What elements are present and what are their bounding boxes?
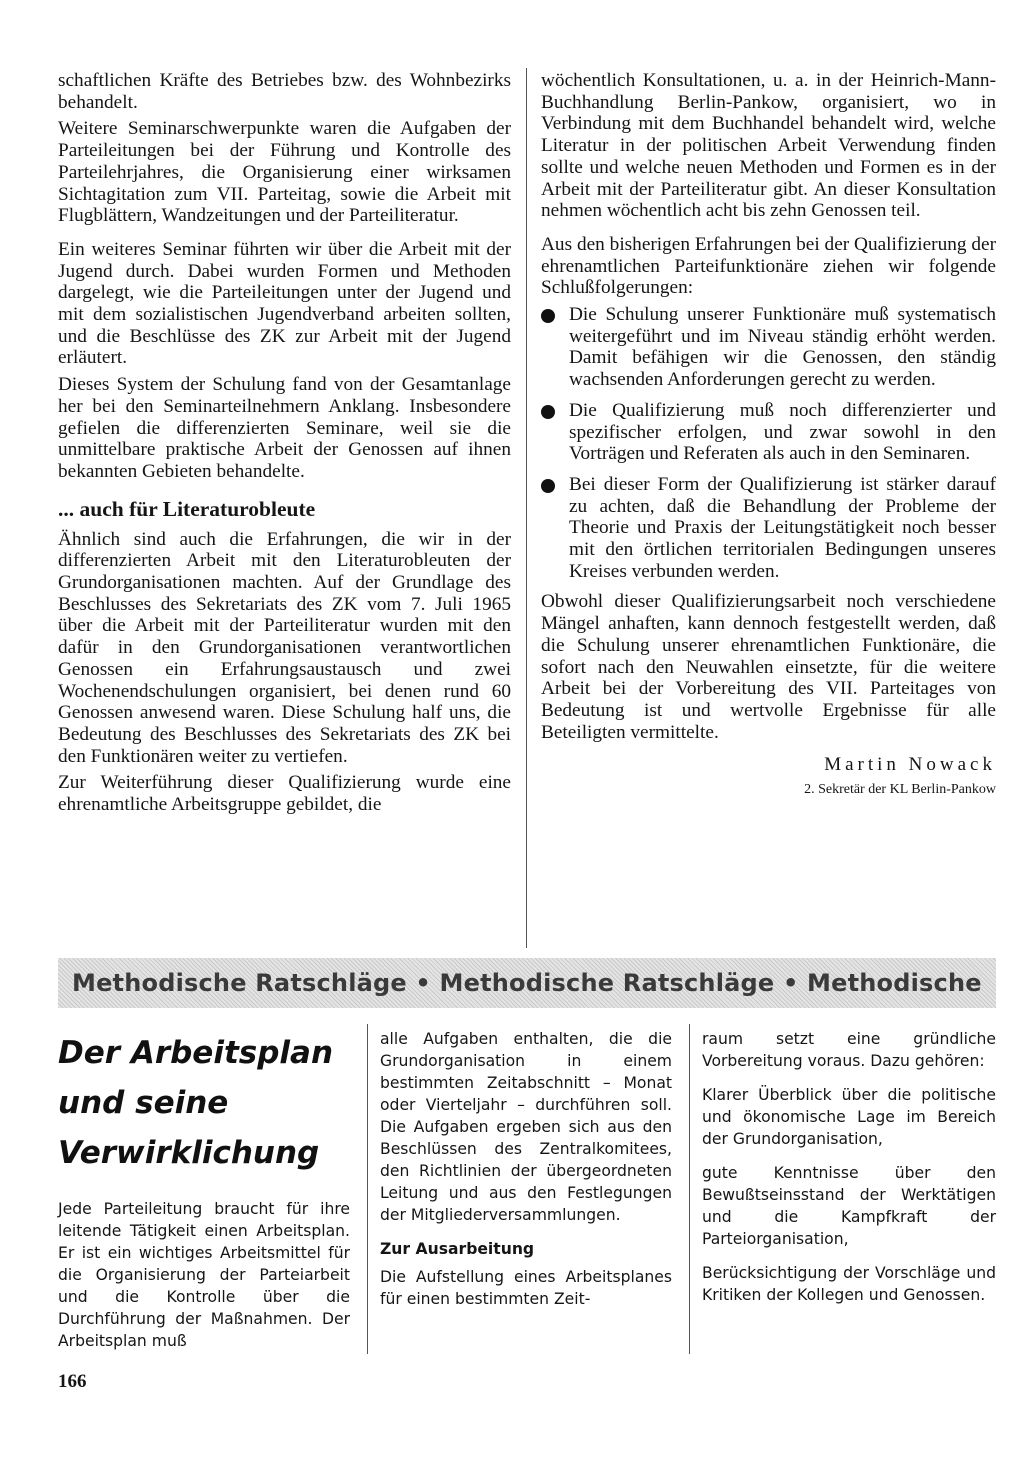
article-headline: Der Arbeitsplan und seine Verwirklichung xyxy=(58,1035,334,1171)
column-divider xyxy=(526,68,527,948)
paragraph: Ähnlich sind auch die Erfahrungen, die wir in der differenzierten Arbeit mit den Literaturobleuten der Grundorganisationen machten. Auf der Grundlage des Beschlusses des Sekretariats des ZK vom 7. Juli 1965 über die Arbeit mit der Parteiliteratur wurden mit den dafür in den Grundorganisationen verantwortlichen Genossen ein Erfahrungsaustausch und zwei Wochenendschulungen organisiert, bei denen rund 60 Genossen anwesend waren. Diese Schulung half uns, die Bedeutung des Beschlusses des Sekretariats des ZK bei den Funktionären weiter zu vertiefen. xyxy=(58,528,511,767)
article-bottom-column-1 xyxy=(58,1198,350,1364)
banner-text: Methodische Ratschläge • Methodische Ratschläge • Methodische xyxy=(72,969,982,997)
paragraph: schaftlichen Kräfte des Betriebes bzw. des Wohnbezirks behandelt. xyxy=(58,70,511,113)
page-number: 166 xyxy=(58,1371,87,1392)
list-item xyxy=(541,474,996,583)
article-bottom-column-3 xyxy=(702,1028,996,1318)
paragraph: raum setzt eine gründliche Vorbereitung voraus. Dazu gehören: xyxy=(702,1030,996,1070)
list-item xyxy=(541,400,996,465)
list-item xyxy=(541,304,996,391)
paragraph: Berücksichtigung der Vorschläge und Kritiken der Kollegen und Genossen. xyxy=(702,1264,996,1304)
list-item-text: Bei dieser Form der Qualifizierung ist stärker darauf zu achten, daß die Behandlung der Probleme der Theorie und Praxis der Leitungstätigkeit noch besser mit den örtlichen territorialen Bedingungen unseres Kreises verbunden werden. xyxy=(569,473,996,582)
paragraph: Weitere Seminarschwerpunkte waren die Aufgaben der Parteileitungen bei der Führung und Kontrolle des Parteilehrjahres, die Organisierung einer wirksamen Sichtagitation zum VII. Parteitag, sowie die Arbeit mit Flugblättern, Wandzeitungen und der Parteiliteratur. xyxy=(58,118,511,227)
paragraph: alle Aufgaben enthalten, die die Grundorganisation in einem bestimmten Zeitabschnitt – Monat oder Vierteljahr – durchführen soll. Die Aufgaben ergeben sich aus den Beschlüssen des Zentralkomitees, den Richtlinien der übergeordneten Leitung und aus den Festlegungen der Mitgliederversammlungen. xyxy=(380,1030,672,1224)
paragraph: Zur Weiterführung dieser Qualifizierung wurde eine ehrenamtliche Arbeitsgruppe gebildet, die xyxy=(58,772,511,816)
list-item-text: Die Schulung unserer Funktionäre muß systematisch weitergeführt und im Niveau ständig erhöht werden. Damit befähigen wir die Genossen, den ständig wachsenden Anforderungen gerecht zu werden. xyxy=(569,304,996,391)
conclusions-list xyxy=(541,304,996,582)
column-divider xyxy=(367,1024,368,1354)
article-top-left-column xyxy=(58,70,511,821)
article-bottom-column-2 xyxy=(380,1028,672,1322)
paragraph: Aus den bisherigen Erfahrungen bei der Qualifizierung der ehrenamtlichen Parteifunktionäre ziehen wir folgende Schlußfolgerungen: xyxy=(541,233,996,299)
author-signature xyxy=(541,753,996,800)
paragraph: Obwohl dieser Qualifizierungsarbeit noch verschiedene Mängel anhaften, kann dennoch festgestellt werden, daß die Schulung unserer ehrenamtlichen Funktionäre, die sofort nach den Neuwahlen einsetzte, für die weitere Arbeit bei der Vorbereitung des VII. Parteitages von Bedeutung ist und wertvolle Ergebnisse für alle Beteiligten vermittelte. xyxy=(541,591,996,743)
article-top-right-column xyxy=(541,70,996,800)
paragraph: wöchentlich Konsultationen, u. a. in der Heinrich-Mann-Buchhandlung Berlin-Pankow, organisiert, wo in Verbindung mit dem Buchhandel behandelt wird, welche Literatur in der politischen Arbeit Verwendung finden sollte und welche neuen Methoden und Formen es in der Arbeit mit der Parteiliteratur gibt. An dieser Konsultation nehmen wöchentlich acht bis zehn Genossen teil. xyxy=(541,70,996,222)
paragraph: Klarer Überblick über die politische und ökonomische Lage im Bereich der Grundorganisation, xyxy=(702,1086,996,1148)
bullet-dot-icon xyxy=(541,405,555,419)
column-divider xyxy=(689,1024,690,1354)
author-role: 2. Sekretär der KL Berlin-Pankow xyxy=(804,782,996,798)
paragraph: Ein weiteres Seminar führten wir über die Arbeit mit der Jugend durch. Dabei wurden Formen und Methoden dargelegt, wie die Parteileitungen unter der Jugend und mit dem sozialistischen Jugendverband arbeiten sollten, und die Beschlüsse des ZK zur Arbeit mit der Jugend erläutert. xyxy=(58,238,511,369)
author-name: Martin Nowack xyxy=(824,754,996,776)
bullet-dot-icon xyxy=(541,479,555,493)
subheading: Zur Ausarbeitung xyxy=(380,1240,535,1258)
subheading: ... auch für Literaturobleute xyxy=(58,496,316,521)
paragraph: Die Aufstellung eines Arbeitsplanes für einen bestimmten Zeit- xyxy=(380,1268,672,1308)
paragraph: Dieses System der Schulung fand von der Gesamtanlage her bei den Seminarteilnehmern Anklang. Insbesondere gefielen die differenzierten Seminare, weil sie die unmittelbare praktische Arbeit der Genossen auf ihnen bekannten Gebieten behandelte. xyxy=(58,374,511,482)
list-item-text: Die Qualifizierung muß noch differenzierter und spezifischer erfolgen, und zwar sowohl in den Vorträgen und Referaten als auch in den Seminaren. xyxy=(569,399,996,465)
bullet-dot-icon xyxy=(541,309,555,323)
paragraph: gute Kenntnisse über den Bewußtseinsstand der Werktätigen und die Kampfkraft der Parteiorganisation, xyxy=(702,1164,996,1248)
paragraph: Jede Parteileitung braucht für ihre leitende Tätigkeit einen Arbeitsplan. Er ist ein wichtiges Arbeitsmittel für die Organisierung der Parteiarbeit und die Kontrolle über die Durchführung der Maßnahmen. Der Arbeitsplan muß xyxy=(58,1200,350,1350)
section-banner xyxy=(58,958,996,1008)
